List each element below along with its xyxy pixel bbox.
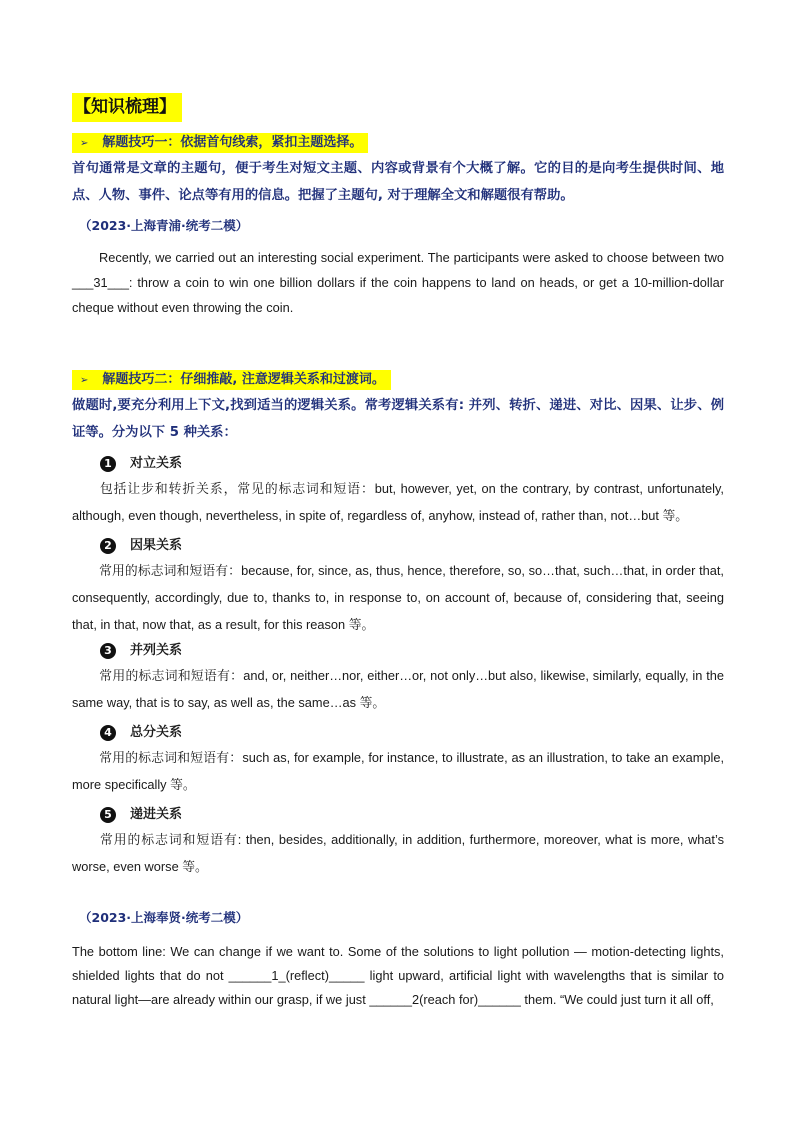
relation-body-text: 包括让步和转折关系，常见的标志词和短语：but, however, yet, on the contrary, by contrast, unfortunately, although, even though, nevertheless, in spite of, regardless of, anyhow, instead of, rather than, not…but 等。 [72,481,724,523]
relation-body-4 [72,744,724,798]
source-citation-1: （2023·上海青浦·统考二模） [79,218,249,233]
tip-one-text: 解题技巧一：依据首句线索，紧扣主题选择。 [102,135,363,150]
relation-body-3 [72,662,724,716]
relation-name: 对立关系 [130,456,183,471]
passage-two: The bottom line: We can change if we want to. Some of the solutions to light pollution — motion-detecting lights, shielded lights that do not ______1_(reflect)_____ light upward, artificial light with wavelengths that is similar to natural light—are already within our grasp, if we just ______2(reach for)______ them. “We could just turn it all off, [72,944,724,1007]
relation-heading-1 [100,452,182,472]
relation-name: 递进关系 [130,807,183,822]
section-title: 【知识梳理】 [72,93,182,122]
circled-number-icon: 5 [100,807,116,823]
relation-body-5 [72,826,724,880]
circled-number-icon: 3 [100,643,116,659]
relation-name: 并列关系 [130,643,183,658]
passage-one [72,245,724,320]
tip-two-text: 解题技巧二：仔细推敲, 注意逻辑关系和过渡词。 [102,372,385,387]
relation-body-1 [72,475,724,529]
tip-two-explanation: 做题时,要充分利用上下文,找到适当的逻辑关系。常考逻辑关系有: 并列、转折、递进、对比、因果、让步、例证等。分为以下 5 种关系： [72,398,724,440]
relation-heading-3 [100,639,182,659]
tip-one-banner [72,133,368,153]
source-citation-2: （2023·上海奉贤·统考二模） [79,910,249,925]
relation-body-text: 常用的标志词和短语有: then, besides, additionally, in addition, furthermore, moreover, what is more, what’s worse, even worse 等。 [72,832,724,874]
circled-number-icon: 4 [100,725,116,741]
arrow-bullet-icon: ➢ [80,375,89,386]
arrow-bullet-icon: ➢ [80,138,89,149]
relation-name: 总分关系 [130,725,183,740]
circled-number-icon: 2 [100,538,116,554]
relation-body-text: 常用的标志词和短语有：because, for, since, as, thus, hence, therefore, so, so…that, such…that, in order that, consequently, accordingly, due to, thanks to, in response to, on account of, because of, considering that, seeing that, in that, now that, as a result, for this reason 等。 [72,563,724,632]
relation-heading-2 [100,534,182,554]
relation-body-text: 常用的标志词和短语有：such as, for example, for instance, to illustrate, as an illustration, to take an example, more specifically 等。 [72,750,724,792]
tip-two-banner [72,370,391,390]
relation-body-2 [72,557,724,638]
relation-heading-5 [100,803,182,823]
tip-one-explanation: 首句通常是文章的主题句，便于考生对短文主题、内容或背景有个大概了解。它的目的是向考生提供时间、地点、人物、事件、论点等有用的信息。把握了主题句, 对于理解全文和解题很有帮助。 [72,161,724,203]
circled-number-icon: 1 [100,456,116,472]
passage-one-text: Recently, we carried out an interesting social experiment. The participants were asked to choose between two ___31___: throw a coin to win one billion dollars if the coin happens to land on heads, or get a 10-million-dollar cheque without even throwing the coin. [72,250,724,315]
relation-heading-4 [100,721,182,741]
relation-body-text: 常用的标志词和短语有：and, or, neither…nor, either…or, not only…but also, likewise, similarly, equally, in the same way, that is to say, as well as, the same…as 等。 [72,668,724,710]
relation-name: 因果关系 [130,538,183,553]
